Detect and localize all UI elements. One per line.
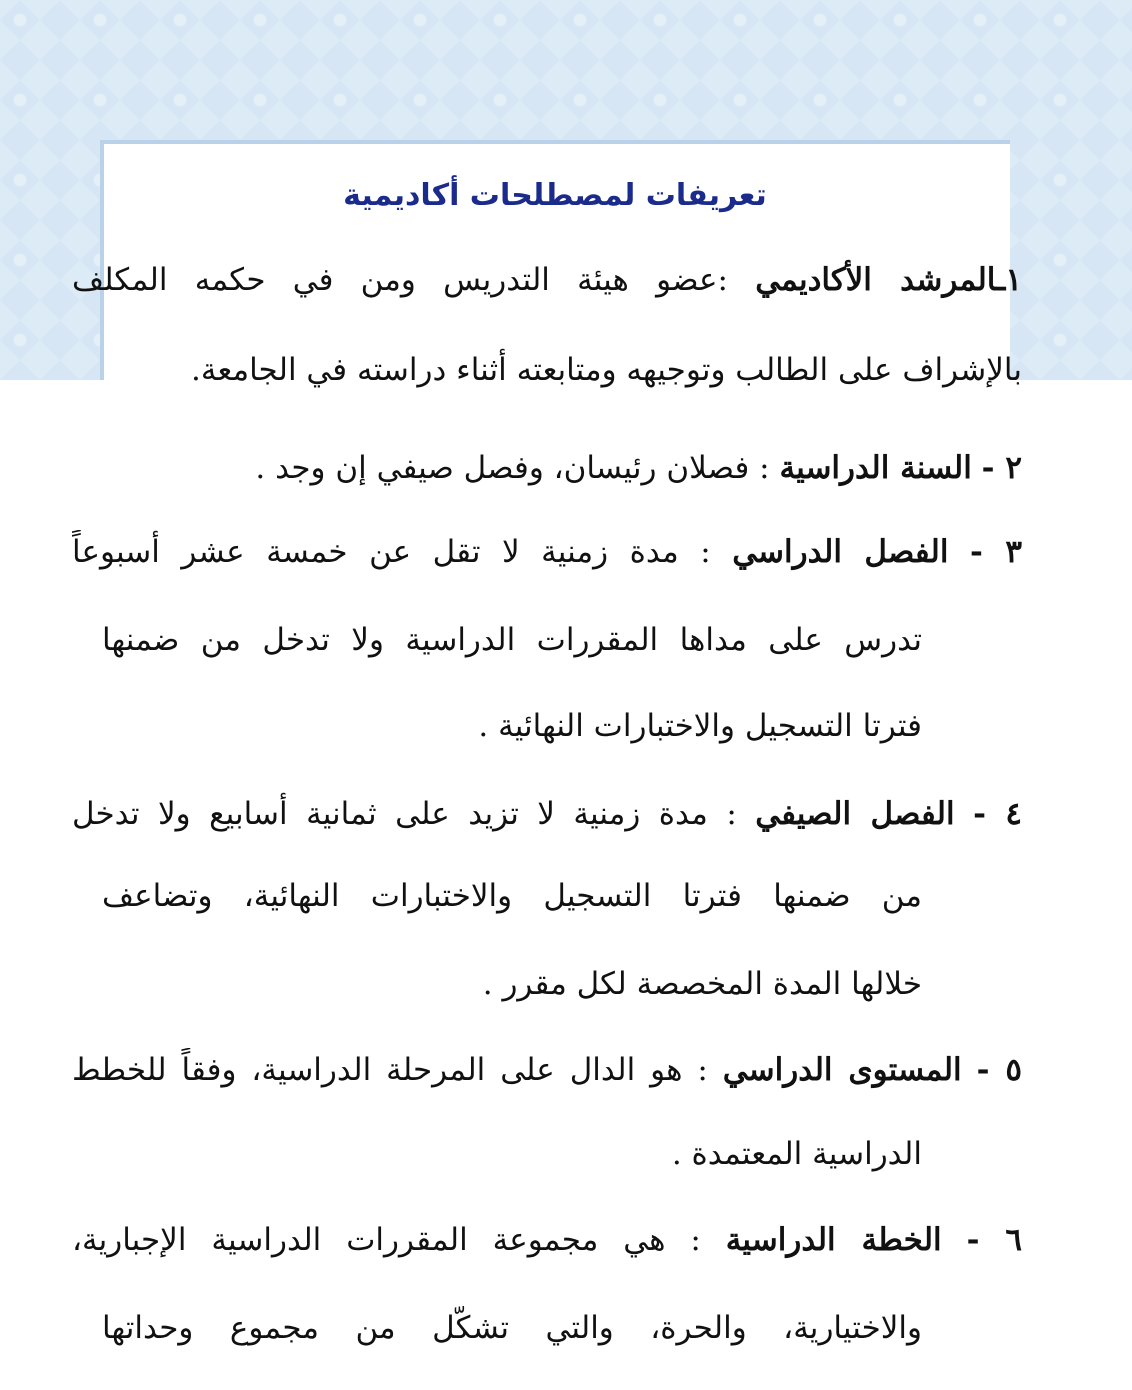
- item-2-text-1: فصلان رئيسان، وفصل صيفي إن وجد .: [255, 450, 750, 486]
- item-3-separator: :: [678, 534, 733, 570]
- item-6-separator: :: [665, 1222, 726, 1258]
- item-5-text-1: هو الدال على المرحلة الدراسية، وفقاً للخطط: [72, 1052, 683, 1088]
- page-title: تعريفات لمصطلحات أكاديمية: [343, 178, 767, 213]
- item-2-term: السنة الدراسية: [779, 450, 972, 486]
- item-3-line-1: [72, 530, 1022, 574]
- item-4-line-2: [102, 874, 922, 918]
- item-5-text-2: الدراسية المعتمدة .: [671, 1136, 922, 1172]
- item-4-line-3: [102, 962, 922, 1006]
- item-4-separator: :: [707, 796, 756, 832]
- item-1-number: ١ـ: [996, 262, 1022, 298]
- item-2-number: ٢ -: [981, 450, 1022, 486]
- item-4-text-2: من ضمنها فترتا التسجيل والاختبارات النهائية، وتضاعف: [102, 878, 922, 914]
- item-6-line-1: [72, 1218, 1022, 1262]
- item-4-text-3: خلالها المدة المخصصة لكل مقرر .: [482, 966, 922, 1002]
- item-5-term: المستوى الدراسي: [722, 1052, 962, 1088]
- item-6-number: ٦ -: [966, 1222, 1022, 1258]
- item-1-text-1: عضو هيئة التدريس ومن في حكمه المكلف: [72, 262, 718, 298]
- item-4-term: الفصل الصيفي: [755, 796, 955, 832]
- item-6-line-2: [102, 1306, 922, 1350]
- item-2-line-1: [72, 446, 1022, 490]
- item-3-text-2: تدرس على مداها المقررات الدراسية ولا تدخل من ضمنها: [102, 622, 922, 658]
- item-6-term: الخطة الدراسية: [725, 1222, 942, 1258]
- item-3-term: الفصل الدراسي: [732, 534, 949, 570]
- item-2-separator: :: [749, 450, 780, 486]
- item-1-line-2: [72, 348, 1022, 392]
- item-3-text-3: فترتا التسجيل والاختبارات النهائية .: [478, 708, 922, 744]
- item-1-term: المرشد الأكاديمي: [755, 262, 997, 298]
- item-4-text-1: مدة زمنية لا تزيد على ثمانية أسابيع ولا تدخل: [72, 796, 708, 832]
- item-1-line-1: [72, 258, 1022, 302]
- item-5-line-2: [102, 1132, 922, 1176]
- item-3-text-1: مدة زمنية لا تقل عن خمسة عشر أسبوعاً: [72, 534, 679, 570]
- item-5-line-1: [72, 1048, 1022, 1092]
- item-3-line-2: [102, 618, 922, 662]
- item-3-line-3: [102, 704, 922, 748]
- item-1-text-2: بالإشراف على الطالب وتوجيهه ومتابعته أثناء دراسته في الجامعة.: [191, 352, 1022, 388]
- item-5-number: ٥ -: [976, 1052, 1022, 1088]
- item-1-separator: :: [717, 262, 756, 298]
- item-3-number: ٣ -: [970, 534, 1022, 570]
- item-4-number: ٤ -: [973, 796, 1022, 832]
- item-6-text-2: والاختيارية، والحرة، والتي تشكّل من مجموع وحداتها: [102, 1310, 922, 1346]
- item-5-separator: :: [682, 1052, 723, 1088]
- item-4-line-1: [72, 792, 1022, 836]
- item-6-text-1: هي مجموعة المقررات الدراسية الإجبارية،: [72, 1222, 666, 1258]
